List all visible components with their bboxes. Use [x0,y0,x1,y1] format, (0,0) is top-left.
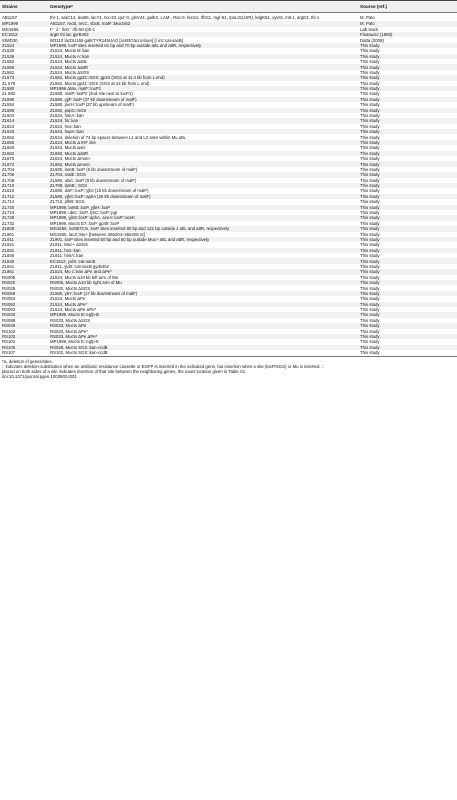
genotype-cell: ZL524, Mucts ΔSGS [50,69,90,75]
genotype-cell: ZL580, dinF::loxP::yjbJ (15 kb downstream of malF) [50,188,149,194]
source-cell: This study [360,199,380,205]
strains-table [0,0,457,357]
genotype-cell: MP1999, Mucts B::egfp-B [48,312,358,317]
genotype-cell: MP1999, yjbS::loxP::aphA, aceA::loxP::aceK [48,215,358,220]
header-row [0,1,457,13]
strain-cell: ZL652 [2,134,15,140]
source-cell: This study [358,334,457,339]
source-cell: This study [358,215,457,220]
strain-cell: ZL562 [2,69,15,75]
table-row [0,13,457,22]
header-genotype: Genotype* [48,1,358,13]
source-cell: This study [358,205,457,210]
strain-cell: ZL670 [2,156,15,162]
table-body [0,13,457,356]
source-cell: This study [360,123,380,129]
strain-cell: ZL714 [2,199,15,205]
strain-cell: ZL656 [0,140,48,145]
strain-cell: ZL536 [0,54,48,59]
strain-cell: ZL810 [2,188,15,194]
genotype-cell: MP1999 ΔMu, malF::loxP1 [48,86,358,91]
source-cell: M. Pato [360,14,375,20]
genotype-cell: RS033, Mucts ΔPe* [50,328,88,334]
genotype-cell: ZL704, malE::SGS [48,172,358,177]
genotype-cell: ZL524, hupA::kan [48,129,358,134]
source-cell: This study [358,108,457,113]
strain-cell: ZL573 [0,75,48,80]
source-cell: This study [360,145,380,151]
strain-cell: ZL941 [2,263,15,269]
genotype-cell: F⁻ λ⁻ ilvG⁻ rfb-50 rph-1 [50,26,96,32]
strain-cell: ZL951 [0,269,48,274]
genotype-cell: ZL524, hns::kan [50,123,81,129]
strain-cell: ZL672 [0,161,48,166]
strain-cell: RS048 [0,323,48,328]
genotype-cell: ZL524, Mucts A::kan [48,54,358,59]
strain-cell: EC1512 [0,32,48,37]
strain-cell: ZL901 [2,231,15,237]
source-cell: This study [358,248,457,253]
strain-cell: RS107 [0,350,48,356]
source-cell: This study [360,188,380,194]
table-row [0,350,457,356]
source-cell: This study [360,285,380,291]
strain-cell: ZL921 [2,242,15,248]
genotype-cell: ZL524, Mucts ΔPe* [48,302,358,307]
source-cell: M. Pato [358,21,457,26]
table-header [0,1,457,13]
source-cell: This study [358,140,457,145]
source-cell: This study [358,86,457,91]
strain-cell: RS020 [0,280,48,285]
strain-cell: MP1999 [0,21,48,26]
strain-cell: ZL580 [0,86,48,91]
strain-cell: ZL708 [2,177,15,183]
strain-cell: ZL624 [2,123,15,129]
strain-cell: RS101 [2,339,16,345]
genotype-cell: ZL524, deletion of 74 bp spacer between L1 and L2 sites within Mu attL [50,134,186,140]
strain-cell: ZL594 [2,102,15,108]
genotype-cell: ZL580, lamB::loxP (5 kb downstream of malF) [50,166,138,172]
strain-cell: RS033 [0,312,48,317]
genotype-cell: ZL580, ubiC::loxP (9 kb downstream of malF) [50,177,137,183]
genotype-cell: ZL524, Mucts ΔPe ΔPe* [50,307,97,313]
source-cell: This study [358,269,457,274]
source-cell: This study [360,156,380,162]
source-cell: This study [360,263,380,269]
strain-cell: RS092 [0,302,48,307]
source-cell: This study [358,172,457,177]
genotype-cell: EC1512, yidX::cat-sacB [48,258,358,263]
source-cell: This study [358,151,457,156]
source-cell: This study [360,210,380,216]
footnote-doi: doi:10.1371/journal.pgen.1003902.t001 [2,374,77,380]
genotype-cell: RS033, Mucts ΔPe ΔPe* [48,334,358,339]
genotype-cell: ZL708, lamB:: SGS [48,183,358,188]
strain-cell: AB1157 [2,14,17,20]
source-cell: This study [358,280,457,285]
source-cell: This study [358,312,457,317]
strain-cell: RS053 [2,296,16,302]
strain-cell: ZL710 [0,183,48,188]
genotype-cell: ZL524, Mucts Δ10 kb left arm of Mu [50,274,119,280]
genotype-cell: MP1999, Mucts E7::loxP, gp49::loxP [50,220,120,226]
source-cell: This study [360,242,380,248]
source-cell: This study [358,258,457,263]
strain-cell: RS088 [2,317,16,323]
genotype-cell: ZL911, Muc+ ΔSGS [50,242,89,248]
source-cell: Filutowicz (1983) [358,32,457,37]
footnote-deletion: *Δ, deletion of genes/sites. [2,358,53,364]
strain-cell: ZL732 [2,220,15,226]
source-cell: This study [358,237,457,242]
strain-cell: ZL931 [0,248,48,253]
source-cell: This study [358,302,457,307]
strain-cell: ZL556 [0,64,48,69]
footnote-insertion-2: placed on both sides of a site indicates insertion of that site between the neighboring genes, the exact location given in Table S1. [2,368,247,374]
strain-cell: RS025 [2,285,16,291]
source-cell: This study [360,231,380,237]
genotype-cell: ZL662, Mucts Δmom [48,161,358,166]
genotype-cell: ZL562, Mucts gp22::SGS::gp24 (SGS at 11.4 kb from L end) [48,75,358,80]
source-cell: This study [358,64,457,69]
genotype-cell: ZL712, pfkB::SGS [50,199,85,205]
strain-cell: RS102 [2,328,16,334]
source-cell: This study [358,129,457,134]
source-cell: This study [358,345,457,350]
genotype-cell: MP1999, lamB::loxP, yjbH::loxP [48,205,358,210]
source-cell: This study [360,339,380,345]
source-cell: This study [358,194,457,199]
source-cell: This study [360,80,380,86]
strain-cell: ZL634 [0,129,48,134]
strain-cell: ZL660 [2,145,15,151]
genotype-cell: AB1157, recB, recC, sbcB, malF::Mucts62 [48,21,358,26]
genotype-cell: RS102, Mucts SGS::kan-ccdB [48,350,358,356]
genotype-cell: ZL524, Mucts B::kan [50,48,90,54]
source-cell: Lab stock [360,26,379,32]
genotype-cell: ZL580, yjbS::loxP::aphA (25 kb downstream of malF) [48,194,358,199]
strain-cell: ZL552 [2,59,15,65]
strain-cell: ZL712 [0,194,48,199]
strain-cell: RS093 [2,307,16,313]
source-cell: This study [360,296,380,302]
genotype-cell: ZL580, ybY::loxP (17 kb downstream of malF) [48,291,358,296]
genotype-cell: ZL580, purH::loxP (37 kb upstream of malF) [50,102,134,108]
genotype-cell: W3110 lacDU169 galKTYR145UAG [λcI857Δcro-bioA] [/ int::cat-sacB] [50,37,183,43]
genotype-cell: ZL524, Mucts ΔattR [48,64,358,69]
genotype-cell: ZL524, Mucts ΔPe [50,296,86,302]
genotype-cell: ZL524, Mucts Δ IHF site [48,140,358,145]
footnote-insertion-1: :: indicates deletion-substitution when an antibiotic resistance cassette or EGFP is inserted in the indicated gene, but insertion when a site (loxP/SGS) or Mu is inserted. :: [2,363,325,369]
genotype-cell: ZL580, malP::loxP2 (2nd site next to loxP1) [50,91,133,97]
source-cell: This study [360,69,380,75]
source-cell: This study [358,350,457,356]
strain-cell: ZL530 [2,48,15,54]
strain-cell: ZL524 [0,43,48,48]
genotype-cell: ZL911, yidX::cat-sacB gyrB402 [50,263,109,269]
strain-cell: ZL614 [0,118,48,123]
genotype-cell: ZL524, Mucts Δsis [50,145,86,151]
source-cell: This study [358,161,457,166]
source-cell: This study [358,323,457,328]
strain-cell: ZL940 [0,258,48,263]
genotype-cell: ZL524, Mucts ΔattL [50,59,88,65]
source-cell: This study [360,134,380,140]
strain-cell: SIMD30 [2,37,18,43]
source-cell: This study [360,166,380,172]
strain-cell: RS005 [2,274,16,280]
genotype-cell: ZL524, Mucts Δmom [50,156,90,162]
source-cell: This study [360,59,380,65]
genotype-cell: ZL911, himA::kan [50,253,84,259]
strain-cell: ZL706 [0,172,48,177]
genotype-cell: ZL524, himA::kan [50,113,84,119]
source-cell: This study [358,97,457,102]
genotype-cell: MG1655, lacZ::Mu+ [between 366204–366205 nt] [50,231,145,237]
source-cell: This study [358,54,457,59]
genotype-cell: MP1999, loxP sites inserted 61 bp and 70 bp outside attL and attR, respectively [48,43,358,48]
genotype-cell: ZL562, Mucts gp41::SGS (SGS at 24 kb from L end) [50,80,150,86]
source-cell: Datta (2008) [360,37,384,43]
strain-cell: RS059 [0,291,48,296]
genotype-cell: RS020, Mucts ΔSGS [50,285,91,291]
strain-cell: ZL 582 [2,91,16,97]
genotype-cell: ZL911, hns::kan [48,248,358,253]
source-cell: This study [358,183,457,188]
genotype-cell: thr-1, araC14, leuB6, lacY1, tsx-33, qsr'-0, glnV44, galK2, LAM-, Rac-0, hisG4, rfbC1, mgl-51, rpsL31(strR), kdgK51, xylA5, mtl-1, argE3, thi-1 [50,14,320,20]
genotype-cell: RS033, Mucts ΔPe [48,323,358,328]
strain-cell: ZL728 [0,215,48,220]
table-footnotes [0,357,457,380]
genotype-cell: ZL901, loxP sites inserted 50 bp and 60 bp outside Muc+ attL and attR, respectively [48,237,358,242]
strain-cell: ZL936 [2,253,15,259]
source-cell: This study [360,48,380,54]
strain-cell: ZL598 [0,108,48,113]
header-strains: Strains [0,1,48,13]
source-cell: This study [358,75,457,80]
strain-cell: ZL590 [0,97,48,102]
source-cell: This study [360,307,380,313]
strain-cell: ZL 578 [2,80,16,86]
strain-cell: ZL662 [0,151,48,156]
strain-cell: RS103 [0,334,48,339]
source-cell: This study [360,317,380,323]
genotype-cell: RS048, Mucts SGS::kan-ccdB [48,345,358,350]
source-cell: This study [358,291,457,296]
genotype-cell: RS005, Mucts Δ10 kb right arm of Mu [48,280,358,285]
source-cell: This study [360,253,380,259]
strain-cell: ZL604 [2,113,15,119]
source-cell: This study [360,102,380,108]
genotype-cell: MG1655, λcI857Cm, loxP sites inserted 80 bp and 121 bp outside λ attL and attR, respectively [48,226,358,231]
strain-cell: ZL724 [2,210,15,216]
genotype-cell: argE thi lac gyrB402 [48,32,358,37]
source-cell: This study [360,91,380,97]
genotype-cell: ZL592, pspG::SGS [48,108,358,113]
genotype-cell: MP1999, Mucts E::egfp-E [50,339,99,345]
source-cell: This study [360,177,380,183]
strain-cell: ZL808 [0,226,48,231]
genotype-cell: ZL524, Mu c::kan ΔPe and ΔPe* [48,269,358,274]
strain-cell: RS106 [0,345,48,350]
source-cell: This study [358,43,457,48]
source-cell: This study [358,226,457,231]
source-cell: This study [358,118,457,123]
strain-cell: ZL704 [2,166,15,172]
genotype-cell: MP1999, ubiC::loxP, lysC::loxP::pgi [50,210,118,216]
strain-cell: ZL720 [0,205,48,210]
genotype-cell: RS033, Mucts ΔSGS [50,317,91,323]
source-cell: This study [360,274,380,280]
genotype-cell: ZL580, yjjF::loxP (37 kb downstream of malF) [48,97,358,102]
source-cell: This study [360,328,380,334]
source-cell: This study [360,113,380,119]
genotype-cell: ZL524, fis::kan [48,118,358,123]
source-cell: This study [360,220,380,226]
strain-cell: ZL911 [0,237,48,242]
genotype-cell: ZL660, Mucts ΔattR [48,151,358,156]
header-source: Source (ref.) [358,1,457,13]
strain-cell: MG1655 [2,26,19,32]
